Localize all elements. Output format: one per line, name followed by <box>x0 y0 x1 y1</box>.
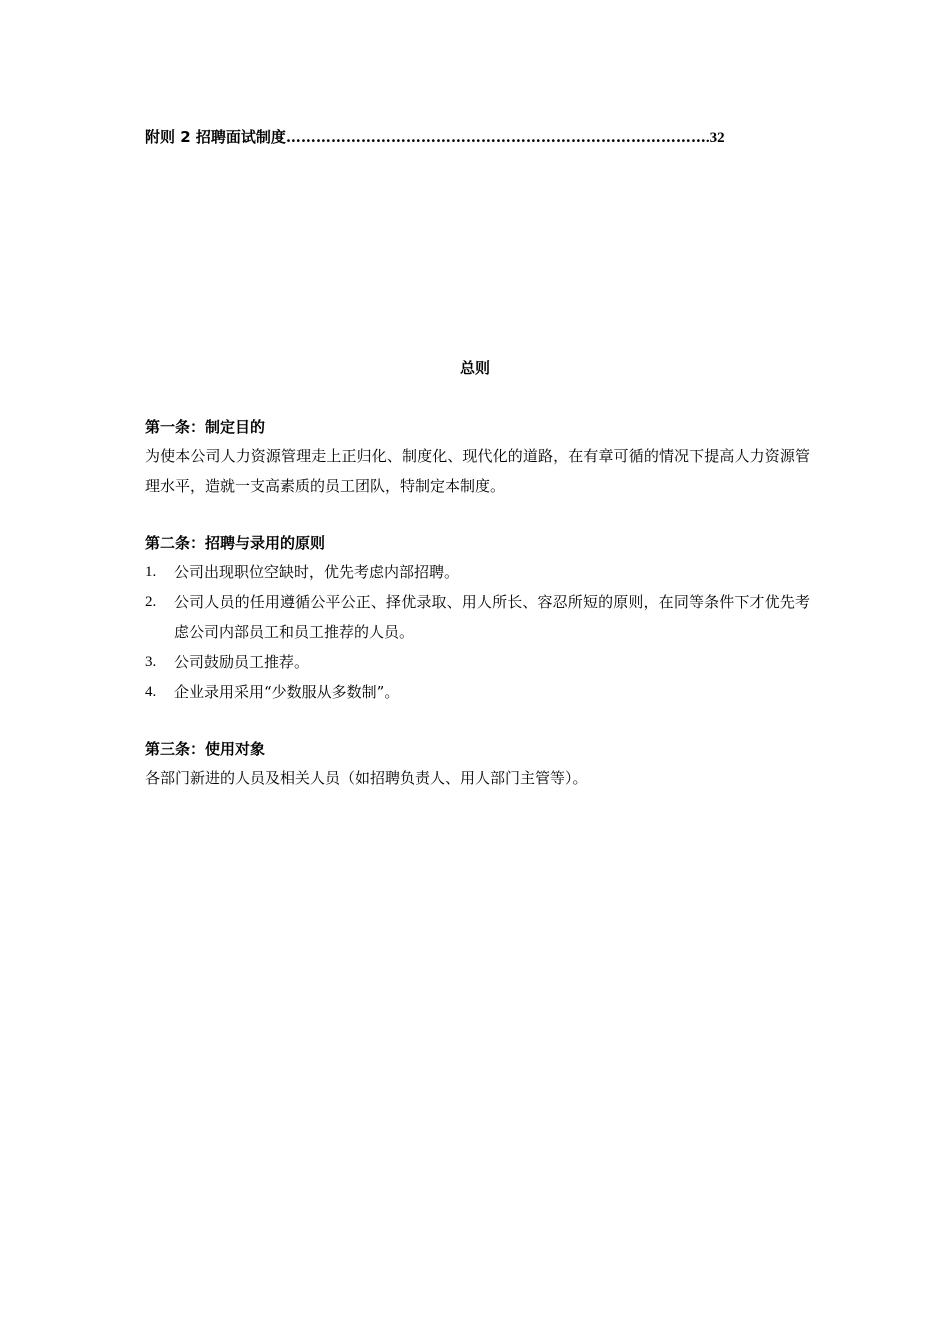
list-item-text: 公司鼓励员工推荐。 <box>174 653 310 671</box>
numbered-list <box>145 557 810 707</box>
article-1 <box>145 415 810 501</box>
list-item-number: 2. <box>145 594 157 610</box>
toc-leader-dots: ………………………………………………………………………… <box>285 128 706 146</box>
toc-page-number: .32 <box>705 130 725 146</box>
article-2 <box>145 531 810 707</box>
list-item-number: 1. <box>145 564 157 580</box>
article-paragraph: 为使本公司人力资源管理走上正归化、制度化、现代化的道路，在有章可循的情况下提高人力资源管理水平，造就一支高素质的员工团队，特制定本制度。 <box>145 447 810 495</box>
article-3 <box>145 737 810 793</box>
list-item-number: 3. <box>145 654 157 670</box>
list-item <box>145 587 810 647</box>
list-item-text: 公司人员的任用遵循公平公正、择优录取、用人所长、容忍所短的原则，在同等条件下才优先考虑公司内部员工和员工推荐的人员。 <box>174 593 810 641</box>
toc-entry-title: 附则 2 招聘面试制度 <box>145 128 286 146</box>
article-paragraph: 各部门新进的人员及相关人员（如招聘负责人、用人部门主管等）。 <box>145 769 588 787</box>
list-item-number: 4. <box>145 684 157 700</box>
toc-entry[interactable] <box>145 126 765 149</box>
section-title: 总则 <box>459 359 490 377</box>
list-item <box>145 647 810 677</box>
article-heading: 第一条：制定目的 <box>145 418 266 436</box>
list-item-text: 企业录用采用“少数服从多数制”。 <box>174 683 400 701</box>
articles-body <box>145 415 810 823</box>
list-item <box>145 677 810 707</box>
article-heading: 第三条：使用对象 <box>145 740 266 758</box>
article-heading: 第二条：招聘与录用的原则 <box>145 534 326 552</box>
list-item-text: 公司出现职位空缺时，优先考虑内部招聘。 <box>174 563 460 581</box>
list-item <box>145 557 810 587</box>
